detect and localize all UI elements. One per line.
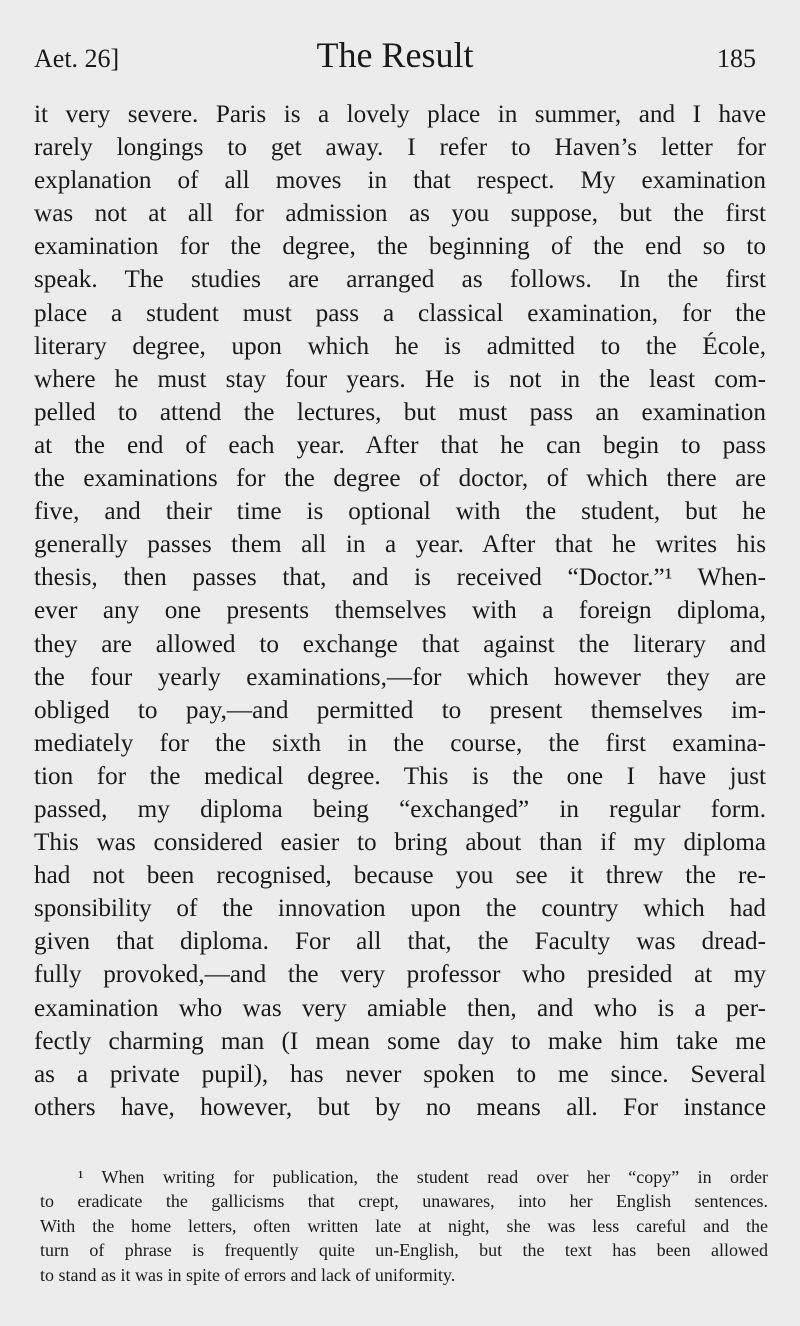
body-line: was not at all for admission as you suppose, but the first xyxy=(34,200,766,228)
footnote xyxy=(40,1165,768,1287)
body-line: examination who was very amiable then, and who is a per- xyxy=(34,994,766,1022)
body-line: fectly charming man (I mean some day to make him take me xyxy=(34,1027,766,1055)
footnote-line: turn of phrase is frequently quite un-English, but the text has been allowed xyxy=(40,1240,768,1261)
body-line: ever any one presents themselves with a foreign diploma, xyxy=(34,597,766,625)
body-line: tion for the medical degree. This is the one I have just xyxy=(34,762,766,790)
body-line: had not been recognised, because you see it threw the re- xyxy=(34,862,766,890)
footnote-line: to stand as it was in spite of errors and lack of uniformity. xyxy=(40,1264,456,1285)
body-line: others have, however, but by no means all. For instance xyxy=(34,1093,766,1121)
footnote-line: With the home letters, often written late at night, she was less careful and the xyxy=(40,1215,768,1236)
body-line: passed, my diploma being “exchanged” in regular form. xyxy=(34,795,766,823)
body-line: it very severe. Paris is a lovely place in summer, and I have xyxy=(34,101,766,128)
body-line: thesis, then passes that, and is received “Doctor.”¹ When- xyxy=(34,564,766,592)
body-line: fully provoked,—and the very professor who presided at my xyxy=(34,961,766,989)
body-line: as a private pupil), has never spoken to me since. Several xyxy=(34,1060,766,1088)
body-line: sponsibility of the innovation upon the country which had xyxy=(34,895,766,923)
body-line: pelled to attend the lectures, but must pass an examination xyxy=(34,398,766,426)
body-line: examination for the degree, the beginning of the end so to xyxy=(34,233,766,261)
running-header-title: The Result xyxy=(316,35,474,75)
body-line: literary degree, upon which he is admitted to the École, xyxy=(34,332,766,360)
running-header xyxy=(34,34,756,78)
page-number: 185 xyxy=(717,44,756,73)
body-line: they are allowed to exchange that against the literary and xyxy=(34,630,766,658)
body-line: speak. The studies are arranged as follows. In the first xyxy=(34,266,766,294)
body-line: the four yearly examinations,—for which however they are xyxy=(34,663,766,691)
body-line: This was considered easier to bring about than if my diploma xyxy=(34,829,766,857)
body-line: obliged to pay,—and permitted to present themselves im- xyxy=(34,696,766,724)
footnote-line: ¹ When writing for publication, the student read over her “copy” in order xyxy=(78,1167,768,1187)
body-line: given that diploma. For all that, the Faculty was dread- xyxy=(34,928,766,956)
body-line: place a student must pass a classical examination, for the xyxy=(34,299,766,327)
body-line: mediately for the sixth in the course, the first examina- xyxy=(34,729,766,757)
body-line: five, and their time is optional with the student, but he xyxy=(34,498,766,526)
footnote-line: to eradicate the gallicisms that crept, unawares, into her English sentences. xyxy=(40,1191,768,1212)
body-line: at the end of each year. After that he can begin to pass xyxy=(34,431,766,459)
body-line: generally passes them all in a year. After that he writes his xyxy=(34,531,766,559)
body-line: explanation of all moves in that respect. My examination xyxy=(34,167,766,195)
running-header-left: Aet. 26] xyxy=(34,44,120,73)
body-text xyxy=(34,98,766,1124)
body-line: the examinations for the degree of doctor, of which there are xyxy=(34,465,766,493)
body-line: where he must stay four years. He is not in the least com- xyxy=(34,365,766,393)
body-line: rarely longings to get away. I refer to Haven’s letter for xyxy=(34,134,766,162)
